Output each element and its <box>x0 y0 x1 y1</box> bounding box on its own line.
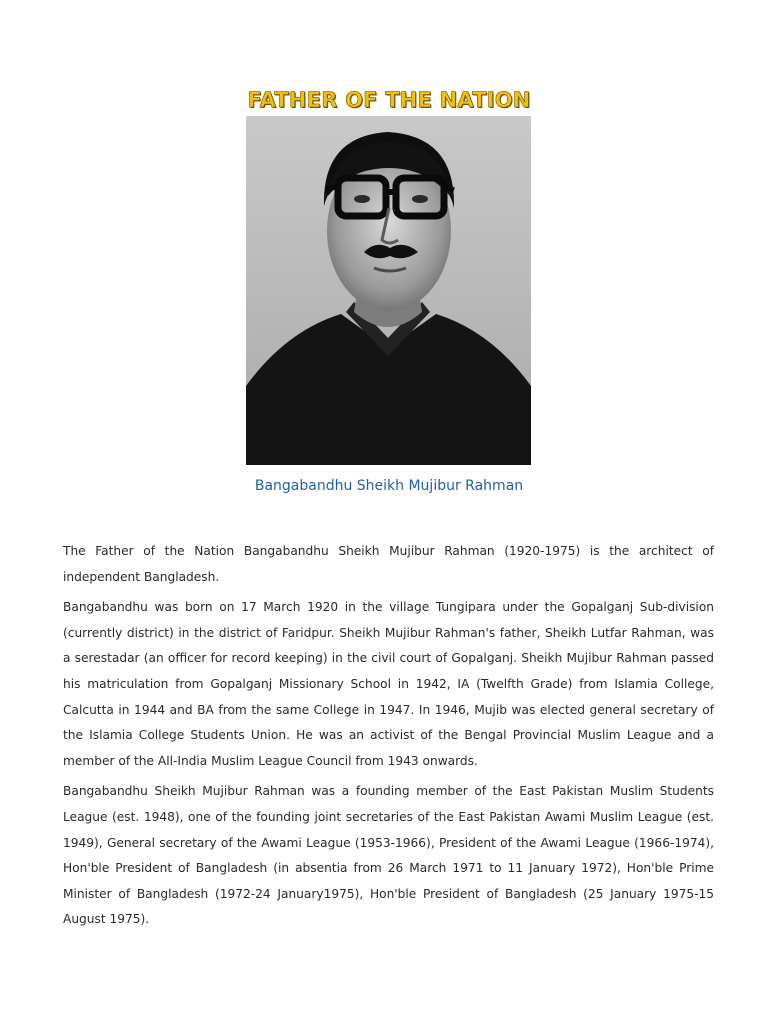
article-body <box>63 539 714 938</box>
paragraph-early-life: Bangabandhu was born on 17 March 1920 in the village Tungipara under the Gopalganj Sub-division (currently district) in the district of Faridpur. Sheikh Mujibur Rahman's father, Sheikh Lutfar Rahman, was a serestadar (an officer for record keeping) in the civil court of Gopalganj. Sheikh Mujibur Rahman passed his matriculation from Gopalganj Missionary School in 1942, IA (Twelfth Grade) from Islamia College, Calcutta in 1944 and BA from the same College in 1947. In 1946, Mujib was elected general secretary of the Islamia College Students Union. He was an activist of the Bengal Provincial Muslim League and a member of the All-India Muslim League Council from 1943 onwards. <box>63 600 714 768</box>
paragraph-career: Bangabandhu Sheikh Mujibur Rahman was a founding member of the East Pakistan Muslim Students League (est. 1948), one of the founding joint secretaries of the East Pakistan Awami Muslim League (est. 1949), General secretary of the Awami League (1953-1966), President of the Awami League (1966-1974), Hon'ble President of Bangladesh (in absentia from 26 March 1971 to 11 January 1972), Hon'ble Prime Minister of Bangladesh (1972-24 January1975), Hon'ble President of Bangladesh (25 January 1975-15 August 1975). <box>63 784 714 927</box>
portrait-photo <box>246 116 531 465</box>
photo-caption: Bangabandhu Sheikh Mujibur Rahman <box>254 478 524 494</box>
paragraph-intro: The Father of the Nation Bangabandhu Sheikh Mujibur Rahman (1920-1975) is the architect of independent Bangladesh. <box>63 544 714 584</box>
portrait-illustration <box>246 116 531 465</box>
page-title: FATHER OF THE NATION <box>247 88 531 112</box>
